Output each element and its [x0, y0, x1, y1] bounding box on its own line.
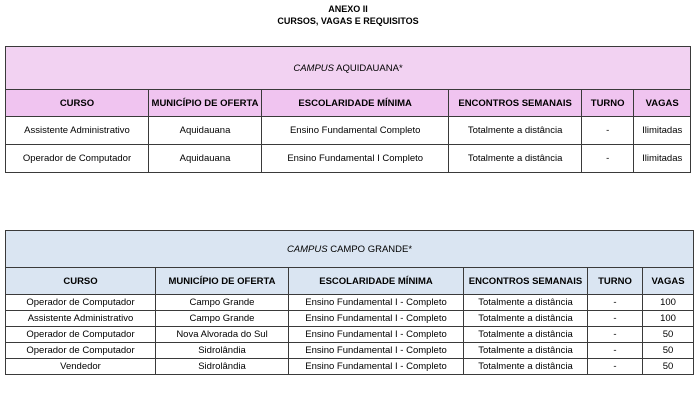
cell-curso: Operador de Computador	[6, 145, 149, 173]
column-header-curso: CURSO	[6, 90, 149, 117]
cell-vagas: Ilimitadas	[634, 117, 691, 145]
campus-label: CAMPUS	[293, 62, 334, 74]
cell-vagas: 100	[643, 295, 694, 311]
campus-title	[6, 231, 694, 268]
cell-encontros: Totalmente a distância	[464, 295, 588, 311]
column-header-municipio: MUNICÍPIO DE OFERTA	[148, 90, 261, 117]
cell-municipio: Sidrolândia	[156, 359, 289, 375]
campus-label: CAMPUS	[286, 243, 328, 255]
cell-escolaridade: Ensino Fundamental I - Completo	[289, 295, 464, 311]
cell-vagas: Ilimitadas	[634, 145, 691, 173]
cell-encontros: Totalmente a distância	[449, 145, 582, 173]
column-header-turno: TURNO	[588, 268, 643, 295]
cell-municipio: Aquidauana	[148, 145, 261, 173]
table-row	[6, 359, 694, 375]
column-header-municipio: MUNICÍPIO DE OFERTA	[156, 268, 289, 295]
table-row	[6, 295, 694, 311]
cell-turno: -	[581, 145, 633, 173]
cell-escolaridade: Ensino Fundamental I Completo	[262, 145, 449, 173]
column-header-curso: CURSO	[6, 268, 156, 295]
cell-escolaridade: Ensino Fundamental Completo	[262, 117, 449, 145]
column-header-turno: TURNO	[581, 90, 633, 117]
cell-turno: -	[588, 295, 643, 311]
campus-aquidauana-table	[5, 46, 691, 173]
table-row	[6, 311, 694, 327]
cell-encontros: Totalmente a distância	[464, 343, 588, 359]
cell-curso: Vendedor	[6, 359, 156, 375]
table-row	[6, 343, 694, 359]
campus-name: CAMPO GRANDE*	[330, 243, 413, 255]
cell-encontros: Totalmente a distância	[449, 117, 582, 145]
cell-municipio: Nova Alvorada do Sul	[156, 327, 289, 343]
cell-vagas: 50	[643, 343, 694, 359]
cell-escolaridade: Ensino Fundamental I - Completo	[289, 343, 464, 359]
cell-municipio: Campo Grande	[156, 295, 289, 311]
campus-title	[6, 47, 691, 90]
cell-curso: Operador de Computador	[6, 327, 156, 343]
column-header-vagas: VAGAS	[643, 268, 694, 295]
cell-curso: Operador de Computador	[6, 295, 156, 311]
cell-encontros: Totalmente a distância	[464, 359, 588, 375]
campus-campo-grande-table	[5, 230, 694, 375]
cell-turno: -	[588, 359, 643, 375]
column-header-encontros: ENCONTROS SEMANAIS	[464, 268, 588, 295]
cell-municipio: Sidrolândia	[156, 343, 289, 359]
cell-vagas: 50	[643, 327, 694, 343]
cell-escolaridade: Ensino Fundamental I - Completo	[289, 359, 464, 375]
annex-title: ANEXO II	[328, 4, 368, 14]
cell-vagas: 100	[643, 311, 694, 327]
cell-curso: Operador de Computador	[6, 343, 156, 359]
cell-curso: Assistente Administrativo	[6, 311, 156, 327]
column-header-escolaridade: ESCOLARIDADE MÍNIMA	[289, 268, 464, 295]
cell-escolaridade: Ensino Fundamental I - Completo	[289, 327, 464, 343]
campus-name: AQUIDAUANA*	[336, 62, 403, 74]
table-row	[6, 327, 694, 343]
cell-turno: -	[588, 327, 643, 343]
column-header-vagas: VAGAS	[634, 90, 691, 117]
annex-subtitle: CURSOS, VAGAS E REQUISITOS	[277, 16, 419, 26]
cell-municipio: Campo Grande	[156, 311, 289, 327]
cell-turno: -	[588, 343, 643, 359]
cell-escolaridade: Ensino Fundamental I - Completo	[289, 311, 464, 327]
column-header-encontros: ENCONTROS SEMANAIS	[449, 90, 582, 117]
cell-turno: -	[581, 117, 633, 145]
cell-turno: -	[588, 311, 643, 327]
column-header-escolaridade: ESCOLARIDADE MÍNIMA	[262, 90, 449, 117]
cell-vagas: 50	[643, 359, 694, 375]
cell-municipio: Aquidauana	[148, 117, 261, 145]
table-row	[6, 145, 691, 173]
table-row	[6, 117, 691, 145]
cell-curso: Assistente Administrativo	[6, 117, 149, 145]
cell-encontros: Totalmente a distância	[464, 327, 588, 343]
cell-encontros: Totalmente a distância	[464, 311, 588, 327]
